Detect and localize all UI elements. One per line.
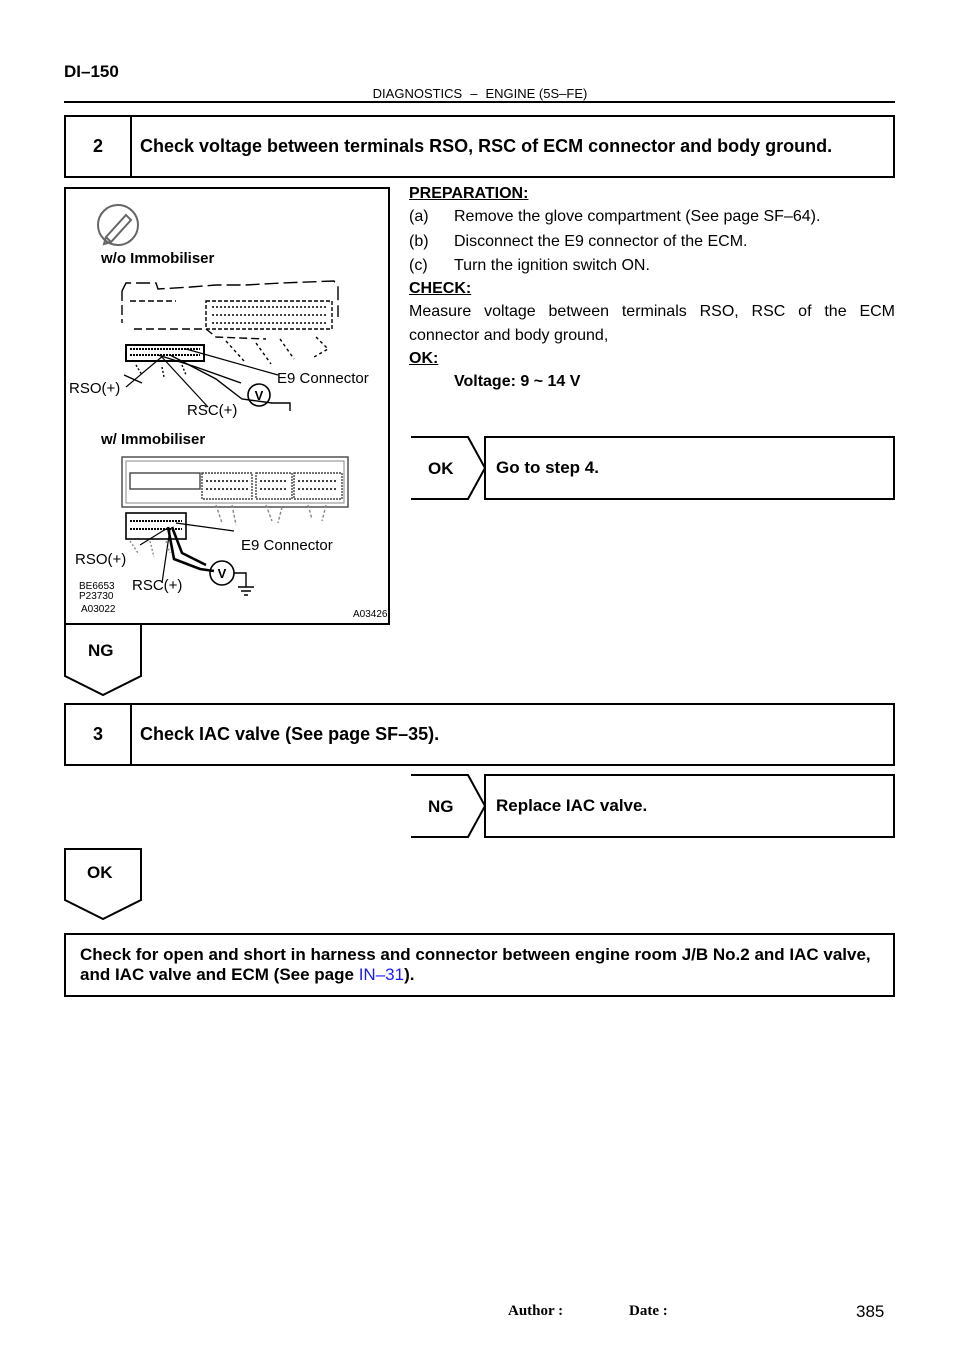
header-rule [64, 101, 895, 103]
final-instruction-box [64, 933, 895, 997]
ok-voltage-value: Voltage: 9 ~ 14 V [454, 373, 581, 390]
final-line-1: Check for open and short in harness and connector between engine room J/B No.2 and IAC valve, [80, 945, 871, 964]
step-3-title: Check IAC valve (See page SF–35). [140, 724, 440, 744]
subsection-title: ENGINE (5S–FE) [485, 86, 588, 101]
result-ng-text: Replace IAC valve. [496, 796, 648, 815]
section-dash: – [470, 86, 478, 101]
step-2-number: 2 [66, 117, 132, 176]
check-line-1: Measure voltage between terminals RSO, RSC of the ECM [409, 303, 895, 320]
step-2-box [64, 115, 895, 178]
prep-step-c-text: Turn the ignition switch ON. [454, 257, 650, 274]
prep-step-a-marker: (a) [409, 208, 429, 225]
footer-author: Author : [508, 1303, 564, 1319]
ok-down-tab [64, 848, 142, 920]
prep-step-b-marker: (b) [409, 233, 429, 250]
voltmeter-bottom-symbol: V [217, 566, 227, 581]
step-3-box [64, 703, 895, 766]
prep-step-c-marker: (c) [409, 257, 428, 274]
label-without-immobiliser: w/o Immobiliser [101, 250, 215, 267]
label-e9-connector-bottom: E9 Connector [241, 537, 333, 554]
figure-code-3: A03022 [81, 604, 116, 615]
footer-date: Date : [629, 1303, 668, 1319]
connector-diagram [64, 187, 390, 625]
footer-page-number: 385 [856, 1302, 885, 1321]
label-e9-connector-top: E9 Connector [277, 370, 369, 387]
ecm-connector-top-drawing [122, 281, 338, 411]
section-header [0, 86, 960, 101]
result-ok-text: Go to step 4. [496, 458, 599, 477]
final-line-2-suffix: ). [404, 965, 415, 984]
label-rsc-top: RSC(+) [187, 402, 238, 419]
pencil-icon [98, 205, 138, 245]
label-with-immobiliser: w/ Immobiliser [101, 431, 206, 448]
ok-tab-label: OK [87, 863, 113, 882]
page-link-in31[interactable]: IN–31 [358, 965, 405, 984]
prep-step-a-text: Remove the glove compartment (See page SF–64). [454, 208, 821, 225]
check-line-2: connector and body ground, [409, 327, 609, 344]
step-2-title: Check voltage between terminals RSO, RSC of ECM connector and body ground. [140, 136, 833, 156]
ecm-connector-bottom-drawing [122, 457, 348, 595]
label-rso-bottom: RSO(+) [75, 551, 127, 568]
result-ok-box [484, 436, 895, 500]
prep-step-b-text: Disconnect the E9 connector of the ECM. [454, 233, 748, 250]
section-title: DIAGNOSTICS [372, 86, 463, 101]
label-rsc-bottom: RSC(+) [132, 577, 183, 594]
figure-code-1: BE6653 [79, 581, 115, 592]
check-heading: CHECK: [409, 280, 472, 297]
figure-code-main: A03426 [353, 609, 388, 620]
step-3-number: 3 [66, 705, 132, 764]
voltmeter-top-symbol: V [254, 388, 264, 403]
figure-code-2: P23730 [79, 591, 114, 602]
preparation-heading: PREPARATION: [409, 185, 529, 202]
result-ng-box [484, 774, 895, 838]
final-line-2-prefix: and IAC valve and ECM (See page [80, 965, 359, 984]
result-ok-label: OK [428, 459, 454, 478]
label-rso-top: RSO(+) [69, 380, 121, 397]
ok-heading: OK: [409, 350, 439, 367]
page-code: DI–150 [64, 62, 119, 81]
ng-tab-label: NG [88, 641, 114, 660]
final-line-2 [80, 965, 883, 985]
result-ng-label: NG [428, 797, 454, 816]
